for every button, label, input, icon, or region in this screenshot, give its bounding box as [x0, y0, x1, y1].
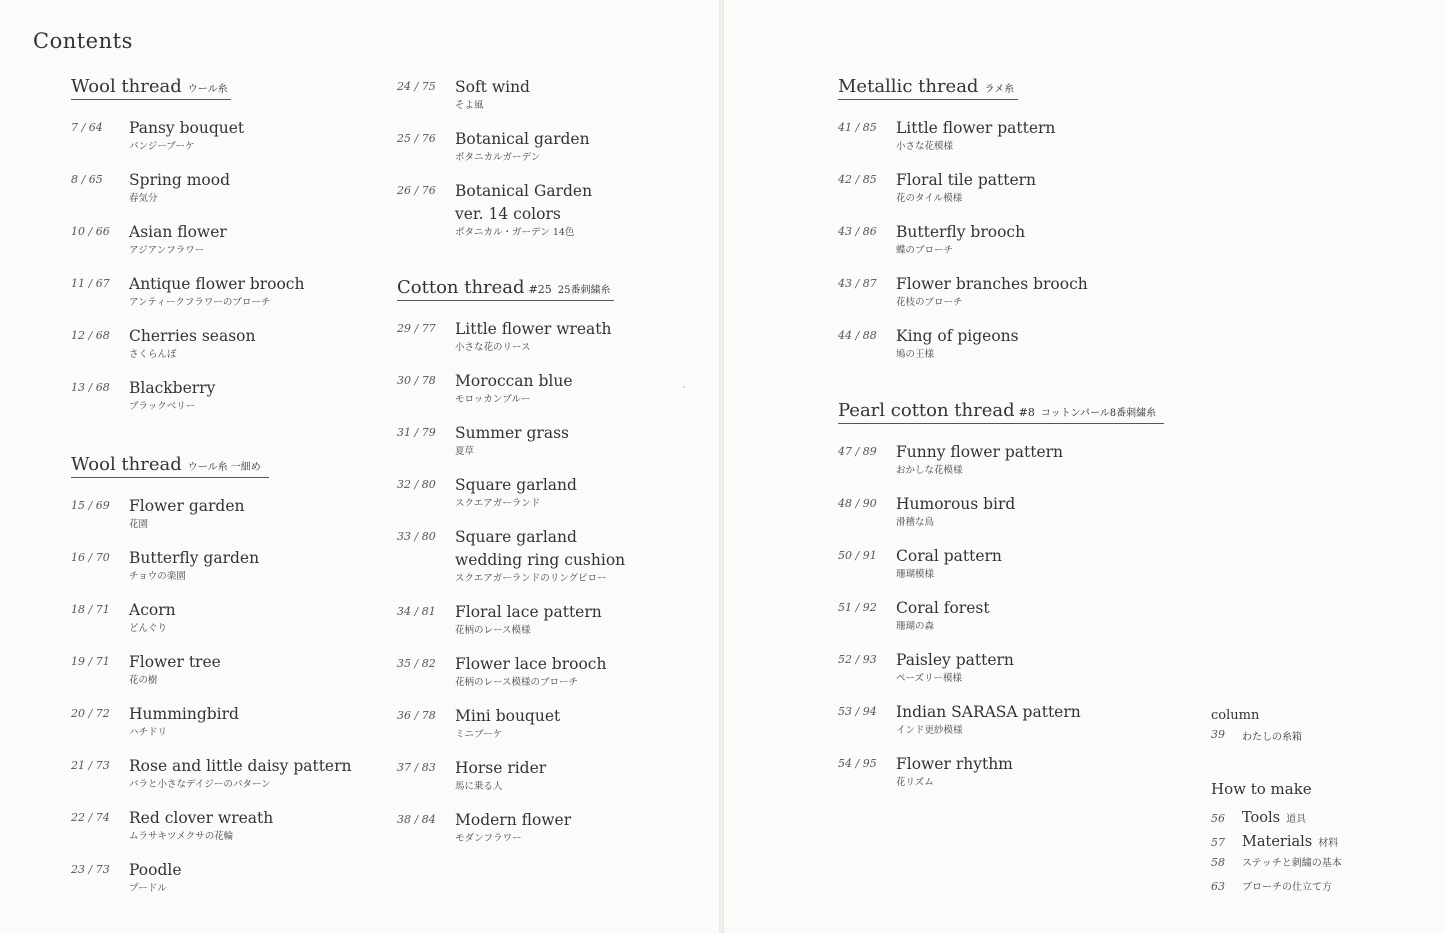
entry-title-en: Coral forest: [896, 599, 990, 617]
toc-entry[interactable]: [838, 545, 1164, 597]
section-title-en: Metallic thread: [838, 76, 979, 97]
toc-entry[interactable]: [397, 526, 625, 601]
page-title: Contents: [33, 29, 133, 53]
toc-entry[interactable]: [71, 703, 352, 755]
section-title-jp: ラメ糸: [984, 84, 1015, 95]
entry-title-en: King of pigeons: [896, 327, 1019, 345]
entry-title-en: Botanical garden: [455, 130, 590, 148]
entry-title-en: Soft wind: [455, 78, 530, 96]
toc-entry[interactable]: [838, 441, 1164, 493]
entry-title-en: Coral pattern: [896, 547, 1002, 565]
entry-title-jp: 滑稽な鳥: [896, 517, 935, 528]
section-cotton-thread: [397, 277, 625, 861]
page-numbers: 43 / 86: [838, 225, 877, 238]
entry-title-jp: ペーズリー模様: [896, 673, 963, 684]
entry-title-jp: 夏草: [455, 446, 475, 457]
entry-title-en: Flower lace brooch: [455, 655, 607, 673]
page-numbers: 53 / 94: [838, 705, 877, 718]
toc-entry[interactable]: [71, 547, 352, 599]
section-title-en: Cotton thread: [397, 277, 525, 298]
entry-title-jp: アジアンフラワー: [129, 245, 205, 256]
page-numbers: 11 / 67: [71, 277, 110, 290]
entry-title-jp: プードル: [129, 883, 167, 894]
toc-entry[interactable]: [397, 705, 625, 757]
toc-entry[interactable]: [71, 755, 352, 807]
entry-title-en: Summer grass: [455, 424, 569, 442]
howto-title-jp: 道具: [1286, 814, 1307, 825]
entry-title-jp: 花枝のブローチ: [896, 297, 963, 308]
page-numbers: 34 / 81: [397, 605, 436, 618]
section-title-jp: ウール糸: [187, 84, 228, 95]
entry-title-en: Modern flower: [455, 811, 572, 829]
toc-entry[interactable]: [71, 273, 304, 325]
entry-title-en: Floral lace pattern: [455, 603, 602, 621]
entry-title-en: Moroccan blue: [455, 372, 573, 390]
page-numbers: 7 / 64: [71, 121, 103, 134]
page-numbers: 15 / 69: [71, 499, 110, 512]
page-numbers: 13 / 68: [71, 381, 110, 394]
section-title-en: Wool thread: [71, 454, 182, 475]
page-numbers: 25 / 76: [397, 132, 436, 145]
howto-title-en: Tools: [1242, 810, 1281, 826]
toc-entry[interactable]: [397, 601, 625, 653]
howto-page-number: 63: [1211, 880, 1225, 893]
page-numbers: 22 / 74: [71, 811, 110, 824]
entry-title-en: Spring mood: [129, 171, 231, 189]
page-numbers: 18 / 71: [71, 603, 110, 616]
entry-title-en: Pansy bouquet: [129, 119, 245, 137]
page-numbers: 30 / 78: [397, 374, 436, 387]
section-metallic-thread: [838, 76, 1088, 377]
entry-title-jp: ブラックベリー: [129, 401, 196, 412]
entry-title-jp: 馬に乗る人: [455, 781, 503, 792]
entry-title-en: Poodle: [129, 861, 182, 879]
toc-entry[interactable]: [838, 597, 1164, 649]
entry-title-en: Butterfly brooch: [896, 223, 1026, 241]
page-numbers: 41 / 85: [838, 121, 877, 134]
howto-title-en: Materials: [1242, 834, 1313, 850]
entry-title-en: Humorous bird: [896, 495, 1016, 513]
page-numbers: 31 / 79: [397, 426, 436, 439]
entry-title-jp: パンジーブーケ: [129, 141, 195, 152]
column-section: [1211, 708, 1302, 743]
entry-title-jp: 蝶のブローチ: [896, 245, 954, 256]
entry-title-jp: どんぐり: [129, 623, 168, 634]
page-numbers: 47 / 89: [838, 445, 877, 458]
entry-title-en: Little flower wreath: [455, 320, 612, 338]
entry-title-en: Square garland: [455, 476, 577, 494]
page-numbers: 38 / 84: [397, 813, 436, 826]
page-numbers: 50 / 91: [838, 549, 877, 562]
entry-title-jp: ボタニカル・ガーデン 14色: [455, 227, 575, 238]
page-numbers: 33 / 80: [397, 530, 436, 543]
entry-title-en: Acorn: [129, 601, 176, 619]
entry-list: [838, 117, 1088, 377]
toc-entry[interactable]: [838, 701, 1164, 753]
toc-entry[interactable]: [838, 325, 1088, 377]
howto-entry[interactable]: [1211, 832, 1342, 856]
toc-entry[interactable]: [397, 370, 625, 422]
toc-entry[interactable]: [397, 474, 625, 526]
entry-title-jp: ハチドリ: [129, 727, 168, 738]
page-numbers: 36 / 78: [397, 709, 436, 722]
howto-title-jp: ステッチと刺繍の基本: [1242, 858, 1342, 869]
entry-title-jp: おかしな花模様: [896, 465, 963, 476]
page-numbers: 54 / 95: [838, 757, 877, 770]
entry-title-jp: ミニブーケ: [455, 729, 503, 740]
entry-title-en: Flower tree: [129, 653, 221, 671]
how-to-make-title: How to make: [1211, 780, 1312, 798]
toc-entry[interactable]: [838, 493, 1164, 545]
column-title-jp: わたしの糸箱: [1242, 732, 1302, 743]
section-title-jp: 25番刺繍糸: [557, 285, 611, 296]
toc-entry[interactable]: [71, 221, 304, 273]
toc-entry[interactable]: [397, 76, 592, 128]
entry-title-jp: 花柄のレース模様のブローチ: [455, 677, 579, 688]
section-heading: [397, 277, 614, 301]
toc-entry[interactable]: [71, 599, 352, 651]
entry-title-en: Little flower pattern: [896, 119, 1056, 137]
section-wool-thread-1: [71, 76, 304, 429]
entry-title-en: Mini bouquet: [455, 707, 561, 725]
page-numbers: 24 / 75: [397, 80, 436, 93]
toc-entry[interactable]: [71, 325, 304, 377]
howto-entry[interactable]: [1211, 880, 1342, 904]
entry-title-jp: モロッカンブルー: [455, 394, 531, 405]
entry-title-en: Paisley pattern: [896, 651, 1014, 669]
page-numbers: 51 / 92: [838, 601, 877, 614]
book-gutter: [719, 0, 724, 933]
page-numbers: 26 / 76: [397, 184, 436, 197]
page-numbers: 29 / 77: [397, 322, 436, 335]
entry-title-en: Funny flower pattern: [896, 443, 1064, 461]
page-numbers: 32 / 80: [397, 478, 436, 491]
page-numbers: 35 / 82: [397, 657, 436, 670]
page-numbers: 19 / 71: [71, 655, 110, 668]
howto-page-number: 58: [1211, 856, 1225, 869]
entry-title-en: Butterfly garden: [129, 549, 260, 567]
section-title-jp: ウール糸 一細め: [187, 462, 261, 473]
entry-title-jp: そよ風: [455, 100, 484, 111]
entry-title-en: Asian flower: [129, 223, 227, 241]
entry-title-jp: 花の樹: [129, 675, 158, 686]
entry-title-jp: 小さな花模様: [896, 141, 954, 152]
page-numbers: 12 / 68: [71, 329, 110, 342]
toc-entry[interactable]: [71, 169, 304, 221]
howto-title-jp: 材料: [1318, 838, 1339, 849]
page-numbers: 48 / 90: [838, 497, 877, 510]
toc-entry[interactable]: [397, 757, 625, 809]
entry-title-jp: 花園: [129, 519, 149, 530]
entry-list: [71, 117, 304, 429]
entry-title-jp: アンティークフラワーのブローチ: [129, 297, 271, 308]
toc-entry[interactable]: [71, 651, 352, 703]
entry-title-jp: 小さな花のリース: [455, 342, 531, 353]
toc-entry[interactable]: [838, 169, 1088, 221]
page-numbers: 21 / 73: [71, 759, 110, 772]
page-numbers: 37 / 83: [397, 761, 436, 774]
toc-entry[interactable]: [71, 495, 352, 547]
page-numbers: 44 / 88: [838, 329, 877, 342]
entry-title-jp: 珊瑚模様: [896, 569, 935, 580]
entry-title-en: Flower branches brooch: [896, 275, 1088, 293]
entry-title-jp: ボタニカルガーデン: [455, 152, 541, 163]
section-title-num: #25: [528, 283, 552, 296]
entry-title-jp: インド更紗模様: [896, 725, 963, 736]
entry-title-jp: さくらんぼ: [129, 349, 177, 360]
entry-title-jp: ムラサキツメクサの花輪: [129, 831, 234, 842]
entry-title-jp: 春気分: [129, 193, 158, 204]
entry-title-jp: スクエアガーランド: [455, 498, 541, 509]
entry-title-en: Antique flower brooch: [129, 275, 305, 293]
entry-title-en: Flower rhythm: [896, 755, 1013, 773]
entry-title-jp: チョウの楽園: [129, 571, 186, 582]
toc-entry[interactable]: [397, 180, 592, 255]
howto-title-jp: ブローチの仕立て方: [1242, 882, 1332, 893]
entry-title-jp: 鳩の王様: [896, 349, 935, 360]
section-heading: [71, 454, 269, 478]
section-heading: [838, 400, 1164, 424]
toc-entry[interactable]: [71, 117, 304, 169]
entry-title-en-line2: wedding ring cushion: [455, 551, 626, 569]
toc-entry[interactable]: [838, 221, 1088, 273]
toc-entry[interactable]: [397, 422, 625, 474]
section-title-jp: コットンパール8番刺繍糸: [1040, 408, 1157, 419]
section-pearl-cotton-thread: [838, 400, 1164, 805]
toc-entry[interactable]: [71, 377, 304, 429]
section-heading: [838, 76, 1018, 100]
howto-page-number: 57: [1211, 836, 1225, 849]
section-heading: [71, 76, 231, 100]
entry-title-en: Horse rider: [455, 759, 547, 777]
toc-entry[interactable]: [838, 753, 1164, 805]
toc-entry[interactable]: [71, 807, 352, 859]
toc-entry[interactable]: [838, 273, 1088, 325]
section-title-en: Pearl cotton thread: [838, 400, 1015, 421]
howto-entry[interactable]: [1211, 808, 1342, 832]
page-numbers: 10 / 66: [71, 225, 110, 238]
entry-list: [397, 318, 625, 861]
entry-title-en: Square garland: [455, 528, 577, 546]
entry-title-en: Cherries season: [129, 327, 256, 345]
toc-entry[interactable]: [397, 809, 625, 861]
page-numbers: 8 / 65: [71, 173, 103, 186]
toc-entry[interactable]: [838, 649, 1164, 701]
toc-entry[interactable]: [397, 128, 592, 180]
entry-title-jp: 珊瑚の森: [896, 621, 935, 632]
entry-title-en: Flower garden: [129, 497, 245, 515]
column-page-number: 39: [1211, 728, 1225, 741]
entry-title-jp: バラと小さなデイジーのパターン: [129, 779, 271, 790]
page-numbers: 20 / 72: [71, 707, 110, 720]
entry-title-en: Hummingbird: [129, 705, 239, 723]
entry-title-en: Indian SARASA pattern: [896, 703, 1081, 721]
paper-speck: [683, 386, 685, 388]
entry-title-jp: 花リズム: [896, 777, 934, 788]
toc-entry[interactable]: [397, 653, 625, 705]
page-numbers: 42 / 85: [838, 173, 877, 186]
entry-title-en: Floral tile pattern: [896, 171, 1037, 189]
entry-title-en: Red clover wreath: [129, 809, 274, 827]
entry-title-en: Blackberry: [129, 379, 216, 397]
howto-entry[interactable]: [1211, 856, 1342, 880]
entry-title-en: Rose and little daisy pattern: [129, 757, 352, 775]
entry-title-en-line2: ver. 14 colors: [455, 205, 561, 223]
page-numbers: 23 / 73: [71, 863, 110, 876]
column-label: column: [1211, 708, 1260, 723]
entry-title-jp: モダンフラワー: [455, 833, 522, 844]
how-to-make-section: [1211, 780, 1342, 904]
page-numbers: 16 / 70: [71, 551, 110, 564]
section-title-en: Wool thread: [71, 76, 182, 97]
toc-entry[interactable]: [838, 117, 1088, 169]
entry-title-jp: 花柄のレース模様: [455, 625, 531, 636]
section-wool-thread-2: [71, 454, 352, 911]
column-entry[interactable]: [1211, 728, 1302, 743]
howto-page-number: 56: [1211, 812, 1225, 825]
page-numbers: 52 / 93: [838, 653, 877, 666]
section-wool-thread-continued: [397, 76, 592, 255]
entry-title-en: Botanical Garden: [455, 182, 593, 200]
page-numbers: 43 / 87: [838, 277, 877, 290]
entry-title-jp: スクエアガーランドのリングピロー: [455, 573, 607, 584]
entry-list: [838, 441, 1164, 805]
entry-title-jp: 花のタイル模様: [896, 193, 963, 204]
section-title-num: #8: [1018, 406, 1035, 419]
entry-list: [71, 495, 352, 911]
toc-entry[interactable]: [71, 859, 352, 911]
toc-entry[interactable]: [397, 318, 625, 370]
